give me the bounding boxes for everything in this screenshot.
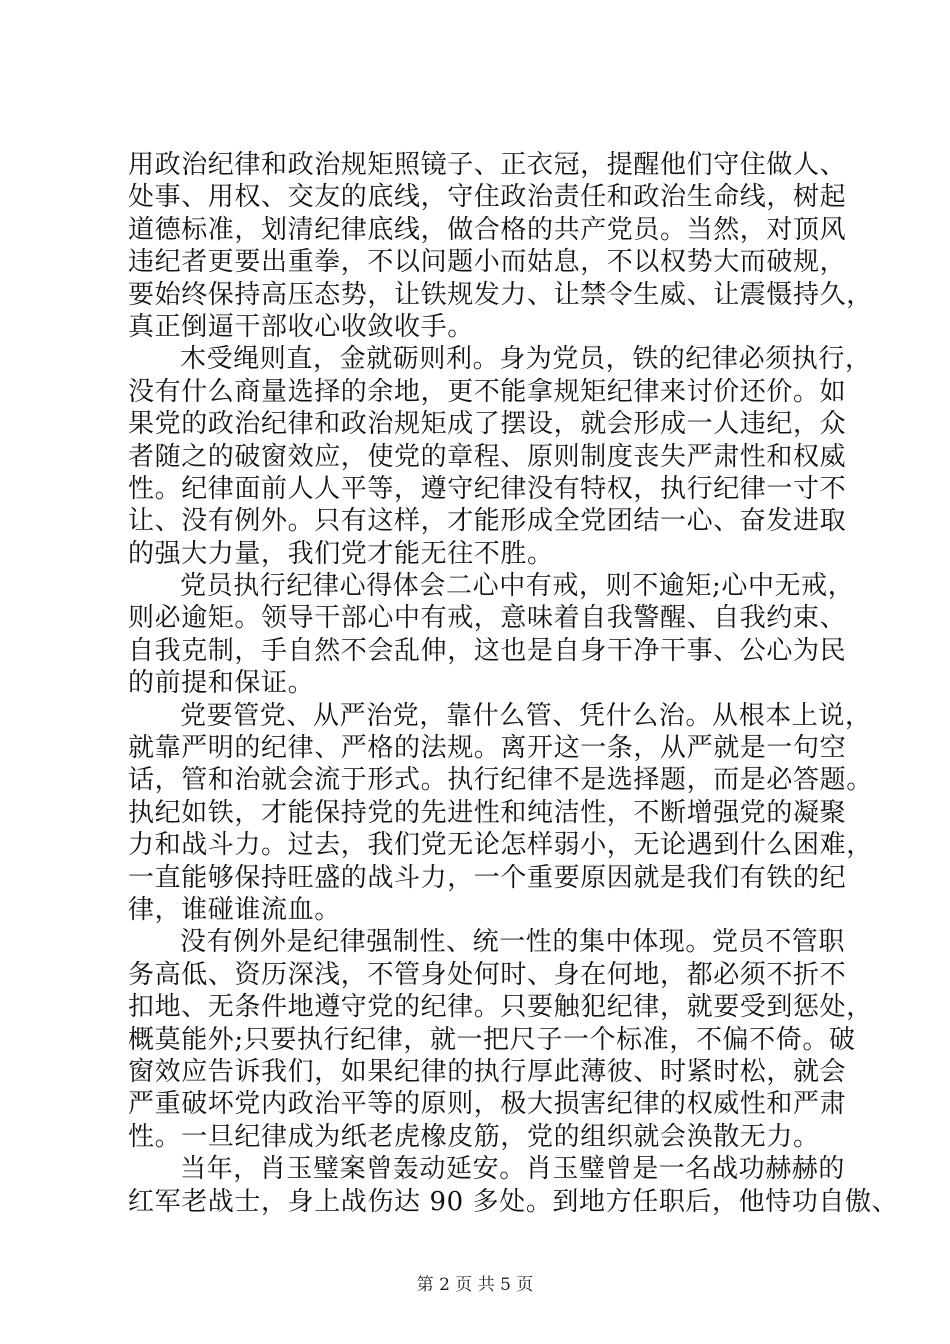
text-line: 没有例外是纪律强制性、统一性的集中体现。党员不管职	[180, 927, 846, 958]
text-line: 性。纪律面前人人平等，遵守纪律没有特权，执行纪律一寸不	[128, 473, 847, 504]
text-line: 者随之的破窗效应，使党的章程、原则制度丧失严肃性和权威	[128, 441, 847, 472]
text-line: 话，管和治就会流于形式。执行纪律不是选择题，而是必答题。	[128, 765, 873, 796]
text-line: 的强大力量，我们党才能无往不胜。	[128, 538, 554, 569]
text-line: 执纪如铁，才能保持党的先进性和纯洁性，不断增强党的凝聚	[128, 797, 847, 828]
text-line: 木受绳则直，金就砺则利。身为党员，铁的纪律必须执行，	[180, 344, 872, 375]
text-line: 红军老战士，身上战伤达 90 多处。到地方任职后，他恃功自傲、	[128, 1186, 899, 1217]
text-line: 要始终保持高压态势，让铁规发力、让禁令生威、让震慑持久，	[128, 279, 873, 310]
text-line: 律，谁碰谁流血。	[128, 894, 341, 925]
text-line: 真正倒逼干部收心收敛收手。	[128, 311, 474, 342]
text-line: 的前提和保证。	[128, 668, 315, 699]
text-line: 处事、用权、交友的底线，守住政治责任和政治生命线，树起	[128, 182, 847, 213]
page-number-footer: 第 2 页 共 5 页	[416, 1275, 534, 1295]
text-line: 概莫能外;只要执行纪律，就一把尺子一个标准，不偏不倚。破	[128, 1024, 856, 1055]
text-line: 严重破坏党内政治平等的原则，极大损害纪律的权威性和严肃	[128, 1089, 847, 1120]
document-body	[128, 149, 899, 1218]
text-line: 违纪者更要出重拳，不以问题小而姑息，不以权势大而破规，	[128, 247, 847, 278]
text-line: 窗效应告诉我们，如果纪律的执行厚此薄彼、时紧时松，就会	[128, 1056, 847, 1087]
text-line: 让、没有例外。只有这样，才能形成全党团结一心、奋发进取	[128, 506, 847, 537]
text-line: 则必逾矩。领导干部心中有戒，意味着自我警醒、自我约束、	[128, 603, 847, 634]
text-line: 就靠严明的纪律、严格的法规。离开这一条，从严就是一句空	[128, 733, 847, 764]
text-line: 当年，肖玉璧案曾轰动延安。肖玉璧曾是一名战功赫赫的	[180, 1154, 846, 1185]
text-line: 道德标准，划清纪律底线，做合格的共产党员。当然，对顶风	[128, 214, 847, 245]
text-line: 性。一旦纪律成为纸老虎橡皮筋，党的组织就会涣散无力。	[128, 1121, 820, 1152]
text-line: 自我克制，手自然不会乱伸，这也是自身干净干事、公心为民	[128, 635, 847, 666]
text-line: 力和战斗力。过去，我们党无论怎样弱小，无论遇到什么困难，	[128, 830, 873, 861]
text-line: 党员执行纪律心得体会二心中有戒，则不逾矩;心中无戒，	[180, 571, 855, 602]
text-line: 一直能够保持旺盛的战斗力，一个重要原因就是我们有铁的纪	[128, 862, 847, 893]
text-line: 扣地、无条件地遵守党的纪律。只要触犯纪律，就要受到惩处，	[128, 992, 873, 1023]
text-line: 党要管党、从严治党，靠什么管、凭什么治。从根本上说，	[180, 700, 872, 731]
text-line: 果党的政治纪律和政治规矩成了摆设，就会形成一人违纪，众	[128, 409, 847, 440]
text-line: 没有什么商量选择的余地，更不能拿规矩纪律来讨价还价。如	[128, 376, 847, 407]
text-line: 务高低、资历深浅，不管身处何时、身在何地，都必须不折不	[128, 959, 847, 990]
text-line: 用政治纪律和政治规矩照镜子、正衣冠，提醒他们守住做人、	[128, 150, 847, 180]
